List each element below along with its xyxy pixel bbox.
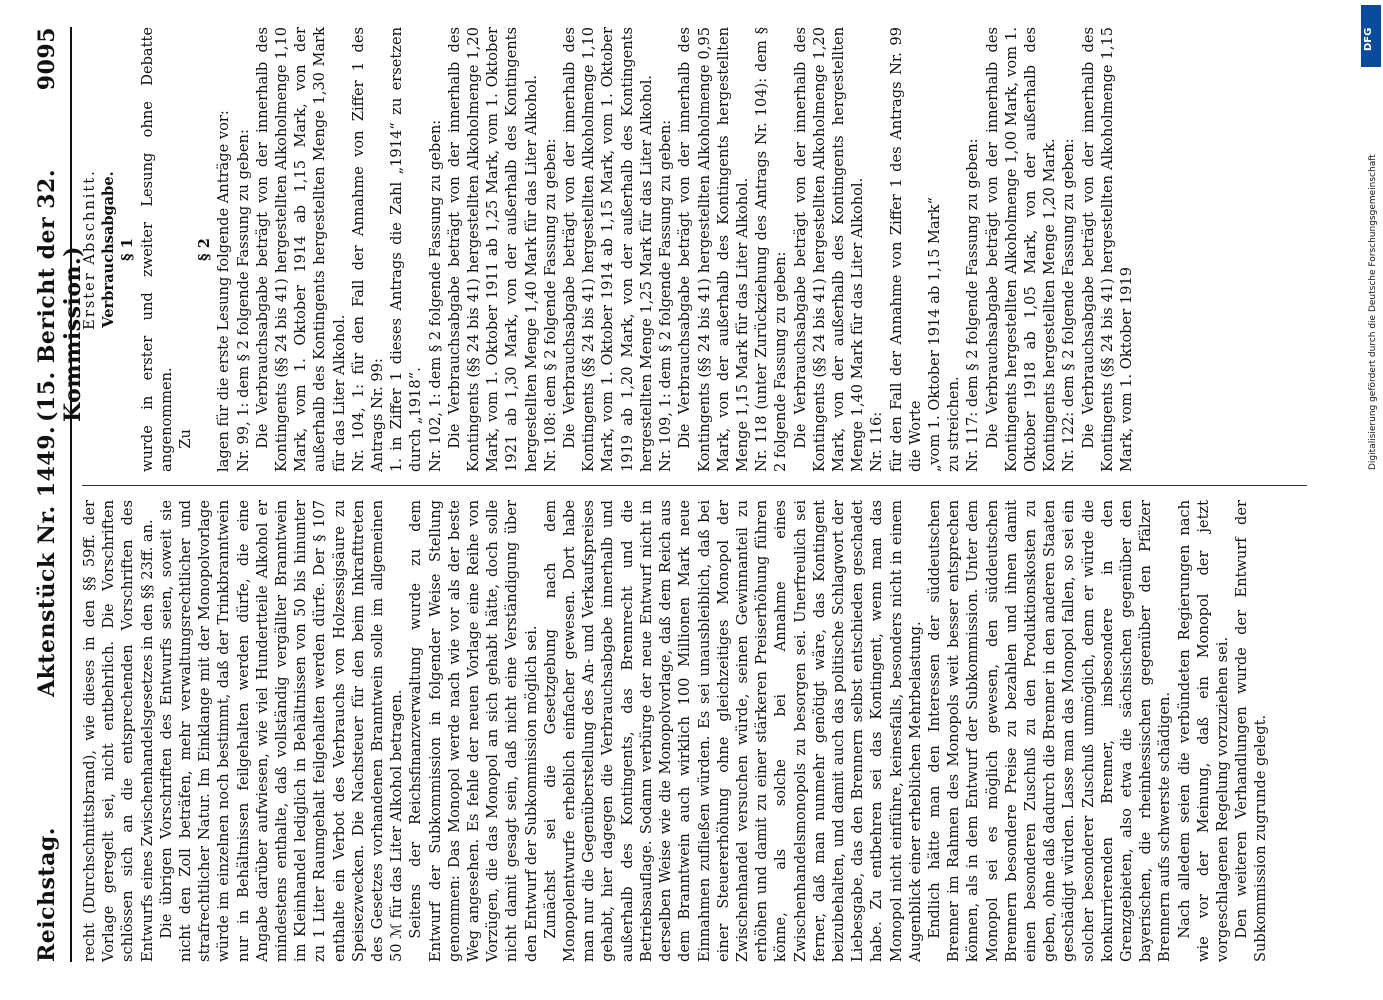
header-center: Aktenstück Nr. 1449. (34, 425, 60, 697)
motion-label: Nr. 104, 1: für den Fall der Annahme von Ziffer 1 des Antrags Nr. 99: (349, 27, 387, 472)
rotated-page (20, 0, 1320, 1000)
paragraph: recht (Durchschnittsbrand), wie dieses in den §§ 59ff. der Vorlage geregelt sei, nicht entbehrlich. Die Vorschriften schlössen sich an die entsprechenden Vorschriften des Entwurfs eines Zwischenhandelsgesetzes in den §§ 23ff. an. (81, 500, 156, 962)
motion-text: Die Verbrauchsabgabe beträgt von der innerhalb des Kontingents (§§ 24 bis 41) hergestellten Alkoholmenge 1,10 Mark, vom 1. Oktober 1914 ab 1,15 Mark, von der außerhalb des Kontingents hergestellten Menge 1,30 Mark für das Liter Alkohol. (253, 27, 348, 472)
header-left: Reichstag. (34, 827, 60, 962)
header-rule (70, 27, 72, 962)
section-title: Erster Abschnitt. (81, 169, 98, 330)
motion-label: Nr. 102, 1: dem § 2 folgende Fassung zu geben: (426, 119, 444, 472)
paragraph: Seitens der Reichsfinanzverwaltung wurde zu dem Entwurf der Subkommission in folgender Weise Stellung genommen: Das Monopol werde nach wie vor als der beste Weg angesehen. Es fehle der neuen Vorlage eine Reihe von Vorzügen, die das Monopol an sich gehabt hätte, doch solle nicht damit gesagt sein, daß nicht eine Verständigung über den Entwurf der Subkommission möglich sei. (407, 500, 540, 962)
section-subtitle: Verbrauchsabgabe. (100, 171, 118, 328)
motion-text: zu streichen. (945, 376, 963, 472)
paragraph: Den weiteren Verhandlungen wurde der Entwurf der Subkommission zugrunde gelegt. (1233, 500, 1270, 962)
motion-label: Nr. 122: dem § 2 folgende Fassung zu geben: (1060, 138, 1078, 472)
motion-label: Nr. 118 (unter Zurückziehung des Antrags Nr. 104): dem § 2 folgende Fassung zu geben: (753, 27, 790, 472)
zu-label: Zu (177, 429, 195, 449)
motion-label: Nr. 99, 1: dem § 2 folgende Fassung zu geben: (234, 129, 252, 472)
left-column (80, 500, 1271, 962)
dfg-logo: DFG (1361, 5, 1381, 67)
motion-text: Die Verbrauchsabgabe beträgt von der innerhalb des Kontingents (§§ 24 bis 41) hergestellten Alkoholmenge 1,15 Mark, vom 1. Oktober 1919 (1079, 27, 1135, 472)
column-divider (82, 485, 1307, 486)
motion-text: Die Verbrauchsabgabe beträgt von der innerhalb des Kontingents (§§ 24 bis 41) hergestellten Alkoholmenge 1,20 Mark, von der außerhalb des Kontingents hergestellten Menge 1,40 Mark für das Liter Alkohol. (791, 27, 867, 472)
motion-label: Nr. 108: dem § 2 folgende Fassung zu geben: (541, 138, 559, 472)
motion-label: Nr. 117: dem § 2 folgende Fassung zu geben: (964, 138, 982, 472)
paragraph-heading-1: § 1 (119, 238, 137, 261)
header-right: (15. Bericht der 32. Kommission.) (34, 169, 86, 422)
paragraph: Nach alledem seien die verbündeten Regierungen nach wie vor der Meinung, daß ein Monopol der jetzt vorgeschlagenen Regelung vorzuziehen sei. (1175, 500, 1231, 962)
motion-text: Die Verbrauchsabgabe beträgt von der innerhalb des Kontingents (§§ 24 bis 41) hergestellten Alkoholmenge 1,20 Mark, vom 1. Oktober 1911 ab 1,25 Mark, vom 1. Oktober 1921 ab 1,30 Mark, von der außerhalb des Kontingents hergestellten Menge 1,40 Mark für das Liter Alkohol. (445, 27, 540, 472)
motion-label: Nr. 116: (868, 411, 886, 472)
digitization-credit: Digitalisierung gefördert durch die Deutsche Forschungsgemeinschaft (1368, 154, 1378, 470)
motion-text: 1. in Ziffer 1 dieses Antrags die Zahl „1914“ zu ersetzen durch „1918“. (388, 27, 425, 472)
motion-text: Die Verbrauchsabgabe beträgt von der innerhalb des Kontingents (§§ 24 bis 41) hergestellten Alkoholmenge 0,95 Mark, von der außerhalb des Kontingents hergestellten Menge 1,15 Mark für das Liter Alkohol. (676, 27, 751, 472)
page-number: 9095 (34, 27, 60, 91)
page-header (30, 27, 86, 962)
motion-text: für den Fall der Annahme von Ziffer 1 des Antrags Nr. 99 die Worte (887, 27, 924, 472)
paragraph: lagen für die erste Lesung folgende Anträge vor: (215, 110, 233, 472)
paragraph: wurde in erster und zweiter Lesung ohne Debatte angenommen. (138, 27, 175, 472)
paragraph: Endlich hätte man den Interessen der süddeutschen Brenner im Rahmen des Monopols weit besser entsprechen können, als in dem Entwurf der Subkommission. Unter dem Monopol sei es möglich gewesen, den süddeutschen Brennern besondere Preise zu bezahlen und ihnen damit einen besonderen Zuschuß zu den Produktionskosten zu geben, ohne daß dadurch die Brenner in den anderen Staaten geschädigt würden. Lasse man das Monopol fallen, so sei ein solcher besonderer Zuschuß unmöglich, denn er würde die konkurrierenden Brenner, insbesondere in den Grenzgebieten, also etwa die sächsischen gegenüber den bayerischen, die rheinhessischen gegenüber den Pfälzer Brennern aufs schwerste schädigen. (925, 500, 1174, 962)
motion-label: Nr. 109, 1: dem § 2 folgende Fassung zu geben: (657, 119, 675, 472)
motion-quote: „vom 1. Oktober 1914 ab 1,15 Mark“ (925, 197, 943, 472)
paragraph: Zunächst sei die Gesetzgebung nach dem Monopolentwurfe erheblich einfacher gewesen. Dort habe man nur die Gegenüberstellung des An- und Verkaufspreises gehabt, hier dagegen die Verbrauchsabgabe innerhalb und außerhalb des Kontingents, das Brennrecht und die Betriebsauflage. Sodann verbürge der neue Entwurf nicht in derselben Weise wie die Monopolvorlage, daß dem Reich aus dem Branntwein auch wirklich 100 Millionen Mark neue Einnahmen zufließen würden. Es sei unausbleiblich, daß bei einer Steuererhöhung ohne gleichzeitiges Monopol der Zwischenhandel versuchen würde, seinen Gewinnanteil zu erhöhen und damit zu einer stärkeren Preiserhöhung führen könne, als solche bei Annahme eines Zwischenhandelsmonopols zu besorgen sei. Unerfreulich sei ferner, daß man nunmehr genötigt wäre, das Kontingent beizubehalten, und damit auch das politische Schlagwort der Liebesgabe, das den Brennern selbst entschieden geschadet habe. Zu entbehren sei das Kontingent, wenn man das Monopol nicht einführe, keinesfalls, besonders nicht in einem Augenblick einer erheblichen Mehrbelastung. (541, 500, 924, 962)
motion-text: Die Verbrauchsabgabe beträgt von der innerhalb des Kontingents hergestellten Alkoholmenge 1,00 Mark, vom 1. Oktober 1918 ab 1,05 Mark, von der außerhalb des Kontingents hergestellten Menge 1,20 Mark. (983, 27, 1059, 472)
motion-text: Die Verbrauchsabgabe beträgt von der innerhalb des Kontingents (§§ 24 bis 41) hergestellten Alkoholmenge 1,10 Mark, vom 1. Oktober 1914 ab 1,15 Mark, vom 1. Oktober 1919 ab 1,20 Mark, von der außerhalb des Kontingents hergestellten Menge 1,25 Mark für das Liter Alkohol. (561, 27, 655, 472)
right-column (80, 27, 1136, 472)
paragraph: Die übrigen Vorschriften des Entwurfs seien, soweit sie nicht den Zoll beträfen, mehr verwaltungsrechtlicher und strafrechtlicher Natur. Im Einklange mit der Monopolvorlage würde im einzelnen noch bestimmt, daß der Trinkbranntwein nur in Behältnissen feilgehalten werden dürfe, die eine Angabe darüber aufwiesen, wie viel Hundertteile Alkohol er mindestens enthalte, daß vollständig vergällter Branntwein im Kleinhandel lediglich in Behältnissen von 50 bis hinunter zu 1 Liter Raumgehalt feilgehalten werden dürfe. Der § 107 enthalte ein Verbot des Verbrauchs von Holzessigsäure zu Speisezwecken. Die Nachsteuer für den beim Inkrafttreten des Gesetzes vorhandenen Branntwein solle im allgemeinen 50 ℳ für das Liter Alkohol betragen. (157, 500, 406, 962)
paragraph-heading-2: § 2 (196, 238, 214, 261)
